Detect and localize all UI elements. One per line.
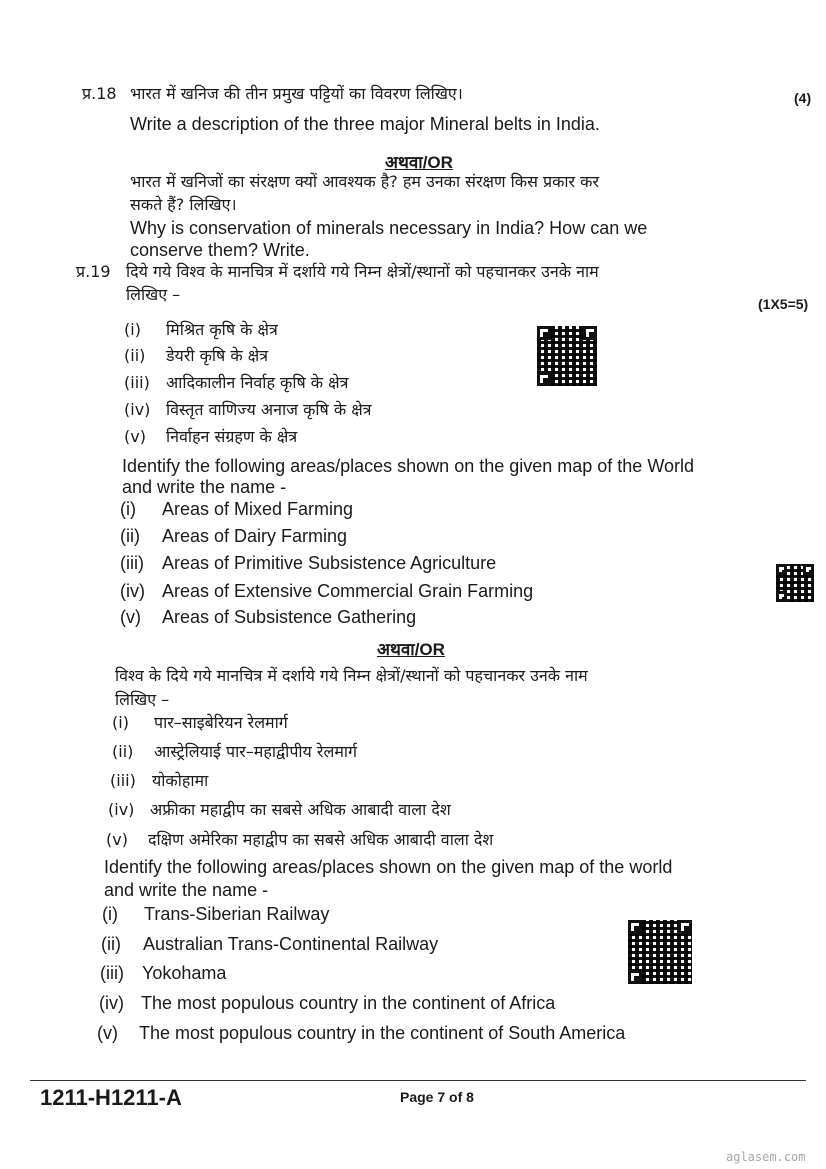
item-number: (iii) (124, 373, 150, 392)
question-18-alt-hindi-line2: सकते हैं? लिखिए। (130, 195, 237, 214)
item-text: आस्ट्रेलियाई पार–महाद्वीपीय रेलमार्ग (154, 742, 358, 761)
question-18-number: प्र.18 (82, 84, 117, 103)
item-text: योकोहामा (152, 771, 209, 790)
footer-divider (30, 1080, 806, 1081)
question-19-hindi-line1: दिये गये विश्व के मानचित्र में दर्शाये गये निम्न क्षेत्रों/स्थानों को पहचानकर उनके नाम (126, 262, 599, 281)
item-number: (iv) (124, 400, 151, 419)
list-item (124, 318, 278, 340)
item-number: (iv) (120, 581, 145, 601)
list-item (124, 371, 348, 393)
item-number: (i) (112, 713, 129, 732)
question-19-hindi-line2: लिखिए – (126, 285, 181, 304)
list-item (102, 904, 329, 925)
item-number: (v) (106, 830, 128, 849)
item-number: (iv) (108, 800, 135, 819)
list-item (101, 934, 438, 955)
list-item (124, 344, 268, 366)
paper-code: 1211-H1211-A (40, 1085, 182, 1110)
question-18-english: Write a description of the three major Mineral belts in India. (130, 114, 600, 134)
item-text: अफ्रीका महाद्वीप का सबसे अधिक आबादी वाला देश (150, 800, 451, 819)
question-19-alt-hindi-line1: विश्व के दिये गये मानचित्र में दर्शाये गये निम्न क्षेत्रों/स्थानों को पहचानकर उनके नाम (115, 666, 588, 685)
question-19-number: प्र.19 (76, 262, 111, 281)
item-text: दक्षिण अमेरिका महाद्वीप का सबसे अधिक आबादी वाला देश (148, 830, 494, 849)
question-19-english-line1: Identify the following areas/places shown on the given map of the World (122, 456, 695, 476)
item-number: (v) (120, 607, 141, 627)
list-item (120, 499, 353, 520)
question-18-or-divider: अथवा/OR (385, 153, 453, 172)
item-number: (ii) (120, 526, 140, 546)
item-number: (ii) (124, 346, 146, 365)
list-item (110, 769, 208, 791)
item-text: Areas of Mixed Farming (162, 499, 354, 519)
item-text: विस्तृत वाणिज्य अनाज कृषि के क्षेत्र (166, 400, 372, 419)
list-item (120, 607, 416, 628)
item-number: (i) (102, 904, 118, 924)
list-item (108, 798, 451, 820)
item-text: मिश्रित कृषि के क्षेत्र (166, 320, 278, 339)
item-text: पार–साइबेरियन रेलमार्ग (154, 713, 288, 732)
list-item (100, 963, 226, 984)
item-text: Areas of Dairy Farming (162, 526, 348, 546)
item-text: आदिकालीन निर्वाह कृषि के क्षेत्र (166, 373, 349, 392)
question-18-alt-hindi-line1: भारत में खनिजों का संरक्षण क्यों आवश्यक है? हम उनका संरक्षण किस प्रकार कर (130, 172, 599, 191)
question-19-alt-hindi-line2: लिखिए – (115, 690, 170, 709)
item-text: Trans-Siberian Railway (144, 904, 330, 924)
question-19-marks: (1X5=5) (758, 296, 809, 312)
list-item (99, 993, 555, 1014)
item-number: (ii) (112, 742, 134, 761)
question-18-alt-english-line2: conserve them? Write. (130, 240, 310, 260)
item-text: Australian Trans-Continental Railway (143, 934, 439, 954)
item-text: Areas of Subsistence Gathering (162, 607, 417, 627)
list-item (120, 553, 496, 574)
item-number: (i) (120, 499, 136, 519)
item-number: (ii) (101, 934, 121, 954)
item-number: (iv) (99, 993, 124, 1013)
question-19-or-divider: अथवा/OR (377, 640, 445, 659)
question-19-english-line2: and write the name - (122, 477, 287, 497)
list-item (120, 581, 533, 602)
question-18-alt-english-line1: Why is conservation of minerals necessary in India? How can we (130, 218, 648, 238)
item-number: (iii) (110, 771, 136, 790)
item-number: (v) (97, 1023, 118, 1043)
page-number: Page 7 of 8 (400, 1089, 474, 1105)
list-item (124, 425, 297, 447)
item-number: (iii) (120, 553, 144, 573)
question-18-hindi: भारत में खनिज की तीन प्रमुख पट्टियों का विवरण लिखिए। (130, 84, 463, 103)
qr-code-icon (628, 920, 692, 984)
item-number: (i) (124, 320, 141, 339)
item-number: (v) (124, 427, 146, 446)
list-item (112, 711, 288, 733)
item-number: (iii) (100, 963, 124, 983)
item-text: Areas of Extensive Commercial Grain Farming (162, 581, 534, 601)
item-text: The most populous country in the continent of South America (139, 1023, 626, 1043)
item-text: डेयरी कृषि के क्षेत्र (166, 346, 269, 365)
watermark: aglasem.com (726, 1150, 806, 1164)
list-item (97, 1023, 625, 1044)
list-item (124, 398, 372, 420)
item-text: The most populous country in the continent of Africa (141, 993, 556, 1013)
item-text: निर्वाहन संग्रहण के क्षेत्र (166, 427, 298, 446)
list-item (106, 828, 493, 850)
item-text: Yokohama (142, 963, 227, 983)
question-18-marks: (4) (794, 90, 812, 106)
question-19-alt-english-line2: and write the name - (104, 880, 269, 900)
list-item (112, 740, 357, 762)
item-text: Areas of Primitive Subsistence Agriculture (162, 553, 497, 573)
question-19-alt-english-line1: Identify the following areas/places shown on the given map of the world (104, 857, 673, 877)
qr-code-icon (776, 564, 814, 602)
list-item (120, 526, 347, 547)
qr-code-icon (537, 326, 597, 386)
